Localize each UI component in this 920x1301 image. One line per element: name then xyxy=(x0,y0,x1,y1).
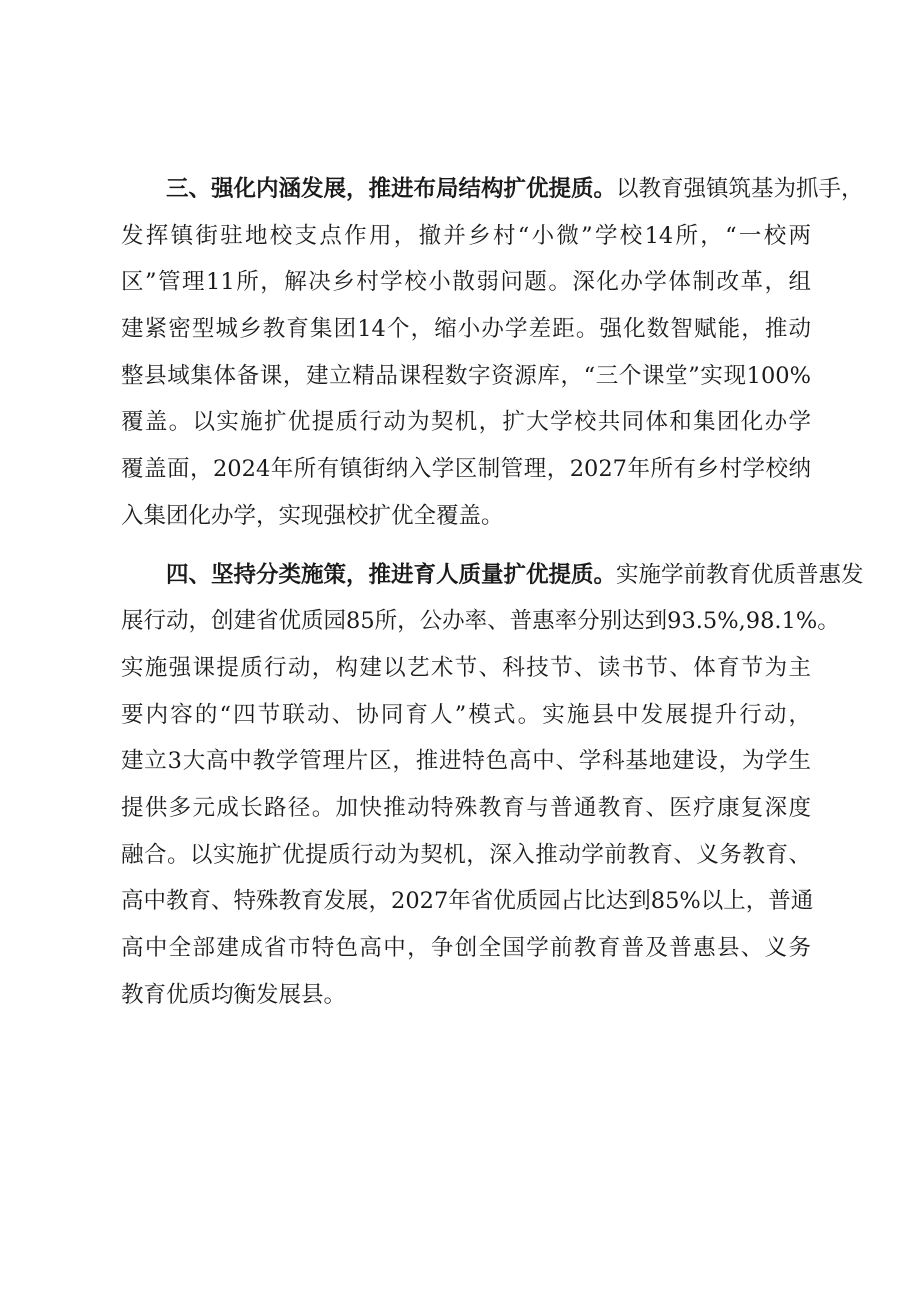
paragraph-line: 发挥镇街驻地校支点作用，撤并乡村“小微”学校14所，“一校两 xyxy=(121,222,811,249)
paragraph-spacer xyxy=(121,540,811,552)
paragraph-3 xyxy=(121,166,864,540)
paragraph-line: 要内容的“四节联动、协同育人”模式。实施县中发展提升行动， xyxy=(121,701,811,728)
paragraph-line: 高中教育、特殊教育发展，2027年省优质园占比达到85%以上，普通 xyxy=(121,888,814,915)
paragraph-line: 入集团化办学，实现强校扩优全覆盖。 xyxy=(121,502,504,529)
paragraph-line: 教育优质均衡发展县。 xyxy=(121,981,347,1008)
paragraph-text: 以教育强镇筑基为抓手， xyxy=(616,176,864,202)
paragraph-line xyxy=(121,166,864,213)
paragraph-line: 高中全部建成省市特色高中，争创全国学前教育普及普惠县、义务 xyxy=(121,935,811,961)
paragraph-line: 建紧密型城乡教育集团14个，缩小办学差距。强化数智赋能，推动 xyxy=(121,316,811,343)
paragraph-line: 区”管理11所，解决乡村学校小散弱问题。深化办学体制改革，组 xyxy=(121,269,811,296)
paragraph-line: 融合。以实施扩优提质行动为契机，深入推动学前教育、义务教育、 xyxy=(121,841,811,868)
paragraph-line: 建立3大高中教学管理片区，推进特色高中、学科基地建设，为学生 xyxy=(121,748,811,775)
paragraph-line: 提供多元成长路径。加快推动特殊教育与普通教育、医疗康复深度 xyxy=(121,794,811,821)
paragraph-text: 实施学前教育优质普惠发 xyxy=(616,561,864,588)
paragraph-line: 展行动，创建省优质园85所，公办率、普惠率分别达到93.5%,98.1%。 xyxy=(121,608,840,635)
paragraph-line xyxy=(121,552,864,599)
paragraph-heading: 四、坚持分类施策，推进育人质量扩优提质。 xyxy=(166,561,617,588)
paragraph-line: 实施强课提质行动，构建以艺术节、科技节、读书节、体育节为主 xyxy=(121,654,811,681)
paragraph-line: 覆盖面，2024年所有镇街纳入学区制管理，2027年所有乡村学校纳 xyxy=(121,456,811,483)
paragraph-line: 整县域集体备课，建立精品课程数字资源库，“三个课堂”实现100% xyxy=(121,362,811,389)
paragraph-line: 覆盖。以实施扩优提质行动为契机，扩大学校共同体和集团化办学 xyxy=(121,409,811,436)
document-body xyxy=(121,166,864,1018)
paragraph-4 xyxy=(121,552,864,1019)
paragraph-heading: 三、强化内涵发展，推进布局结构扩优提质。 xyxy=(166,176,617,202)
